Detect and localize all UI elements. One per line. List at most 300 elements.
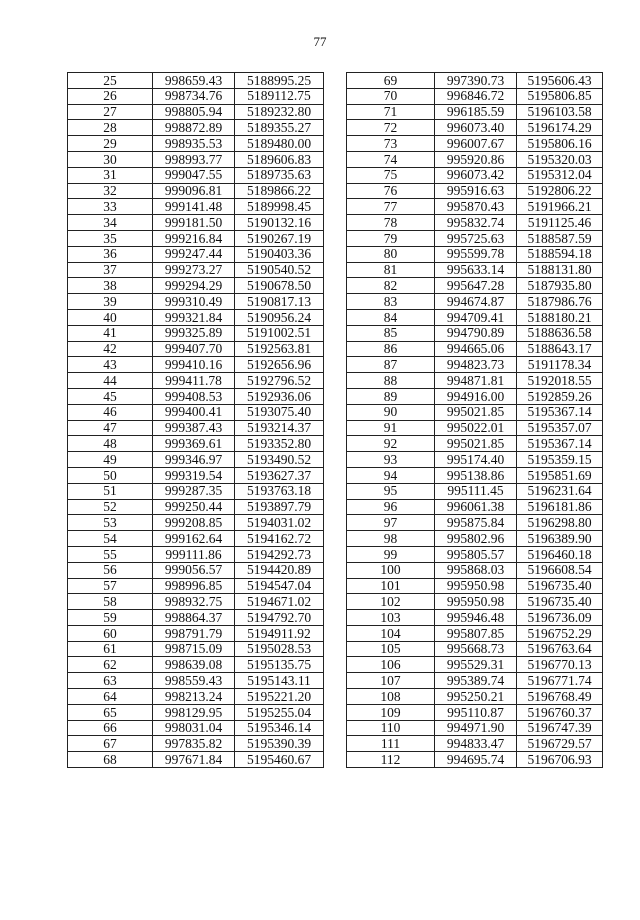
point-number-cell: 34: [68, 215, 153, 231]
x-coordinate-cell: 994871.81: [435, 373, 517, 389]
point-number-cell: 31: [68, 167, 153, 183]
x-coordinate-cell: 999310.49: [153, 294, 235, 310]
table-row: [68, 262, 324, 278]
y-coordinate-cell: 5191966.21: [517, 199, 603, 215]
point-number-cell: 98: [347, 531, 435, 547]
point-number-cell: 108: [347, 689, 435, 705]
table-row: [68, 88, 324, 104]
x-coordinate-cell: 998715.09: [153, 641, 235, 657]
point-number-cell: 93: [347, 452, 435, 468]
x-coordinate-cell: 998659.43: [153, 73, 235, 89]
point-number-cell: 68: [68, 752, 153, 768]
point-number-cell: 105: [347, 641, 435, 657]
y-coordinate-cell: 5196768.49: [517, 689, 603, 705]
table-row: [68, 325, 324, 341]
point-number-cell: 102: [347, 594, 435, 610]
x-coordinate-cell: 995868.03: [435, 562, 517, 578]
x-coordinate-cell: 998031.04: [153, 720, 235, 736]
y-coordinate-cell: 5196460.18: [517, 546, 603, 562]
table-row: [347, 104, 603, 120]
table-row: [68, 594, 324, 610]
point-number-cell: 65: [68, 704, 153, 720]
point-number-cell: 37: [68, 262, 153, 278]
x-coordinate-cell: 994665.06: [435, 341, 517, 357]
point-number-cell: 110: [347, 720, 435, 736]
table-row: [347, 325, 603, 341]
y-coordinate-cell: 5193352.80: [235, 436, 324, 452]
point-number-cell: 63: [68, 673, 153, 689]
table-row: [347, 546, 603, 562]
table-row: [68, 499, 324, 515]
y-coordinate-cell: 5189866.22: [235, 183, 324, 199]
point-number-cell: 104: [347, 625, 435, 641]
y-coordinate-cell: 5188636.58: [517, 325, 603, 341]
point-number-cell: 81: [347, 262, 435, 278]
x-coordinate-cell: 999346.97: [153, 452, 235, 468]
table-row: [347, 278, 603, 294]
point-number-cell: 32: [68, 183, 153, 199]
table-row: [68, 388, 324, 404]
point-number-cell: 83: [347, 294, 435, 310]
table-row: [68, 657, 324, 673]
table-row: [68, 531, 324, 547]
y-coordinate-cell: 5194162.72: [235, 531, 324, 547]
table-row: [68, 610, 324, 626]
point-number-cell: 66: [68, 720, 153, 736]
y-coordinate-cell: 5195606.43: [517, 73, 603, 89]
x-coordinate-cell: 999250.44: [153, 499, 235, 515]
y-coordinate-cell: 5196771.74: [517, 673, 603, 689]
table-row: [347, 373, 603, 389]
table-row: [68, 578, 324, 594]
table-row: [68, 404, 324, 420]
point-number-cell: 72: [347, 120, 435, 136]
y-coordinate-cell: 5190956.24: [235, 309, 324, 325]
table-row: [347, 720, 603, 736]
table-row: [68, 73, 324, 89]
table-row: [68, 436, 324, 452]
x-coordinate-cell: 994833.47: [435, 736, 517, 752]
table-row: [347, 420, 603, 436]
y-coordinate-cell: 5196770.13: [517, 657, 603, 673]
table-row: [347, 215, 603, 231]
x-coordinate-cell: 994823.73: [435, 357, 517, 373]
point-number-cell: 67: [68, 736, 153, 752]
table-row: [68, 246, 324, 262]
y-coordinate-cell: 5195221.20: [235, 689, 324, 705]
table-row: [68, 199, 324, 215]
point-number-cell: 51: [68, 483, 153, 499]
table-row: [347, 88, 603, 104]
y-coordinate-cell: 5192936.06: [235, 388, 324, 404]
y-coordinate-cell: 5196389.90: [517, 531, 603, 547]
x-coordinate-cell: 998734.76: [153, 88, 235, 104]
point-number-cell: 58: [68, 594, 153, 610]
y-coordinate-cell: 5195028.53: [235, 641, 324, 657]
y-coordinate-cell: 5196608.54: [517, 562, 603, 578]
point-number-cell: 55: [68, 546, 153, 562]
y-coordinate-cell: 5195806.16: [517, 136, 603, 152]
x-coordinate-cell: 999056.57: [153, 562, 235, 578]
y-coordinate-cell: 5195359.15: [517, 452, 603, 468]
x-coordinate-cell: 995250.21: [435, 689, 517, 705]
x-coordinate-cell: 995110.87: [435, 704, 517, 720]
x-coordinate-cell: 998864.37: [153, 610, 235, 626]
coordinate-table-left: [67, 72, 324, 768]
y-coordinate-cell: 5190403.36: [235, 246, 324, 262]
point-number-cell: 41: [68, 325, 153, 341]
point-number-cell: 27: [68, 104, 153, 120]
table-row: [68, 278, 324, 294]
table-row: [68, 309, 324, 325]
x-coordinate-cell: 999321.84: [153, 309, 235, 325]
point-number-cell: 73: [347, 136, 435, 152]
table-row: [347, 294, 603, 310]
point-number-cell: 74: [347, 151, 435, 167]
y-coordinate-cell: 5189735.63: [235, 167, 324, 183]
x-coordinate-cell: 999411.78: [153, 373, 235, 389]
point-number-cell: 107: [347, 673, 435, 689]
table-row: [347, 357, 603, 373]
point-number-cell: 97: [347, 515, 435, 531]
y-coordinate-cell: 5193763.18: [235, 483, 324, 499]
table-row: [347, 467, 603, 483]
table-row: [68, 467, 324, 483]
x-coordinate-cell: 999047.55: [153, 167, 235, 183]
x-coordinate-cell: 994790.89: [435, 325, 517, 341]
y-coordinate-cell: 5195312.04: [517, 167, 603, 183]
table-row: [68, 215, 324, 231]
x-coordinate-cell: 995138.86: [435, 467, 517, 483]
y-coordinate-cell: 5194031.02: [235, 515, 324, 531]
table-row: [347, 752, 603, 768]
table-row: [68, 357, 324, 373]
point-number-cell: 56: [68, 562, 153, 578]
table-row: [347, 499, 603, 515]
y-coordinate-cell: 5196174.29: [517, 120, 603, 136]
page-number: 77: [313, 34, 327, 49]
table-row: [347, 309, 603, 325]
point-number-cell: 59: [68, 610, 153, 626]
table-row: [347, 515, 603, 531]
y-coordinate-cell: 5196752.29: [517, 625, 603, 641]
point-number-cell: 50: [68, 467, 153, 483]
x-coordinate-cell: 994674.87: [435, 294, 517, 310]
y-coordinate-cell: 5193627.37: [235, 467, 324, 483]
point-number-cell: 36: [68, 246, 153, 262]
x-coordinate-cell: 999400.41: [153, 404, 235, 420]
x-coordinate-cell: 995647.28: [435, 278, 517, 294]
x-coordinate-cell: 999141.48: [153, 199, 235, 215]
x-coordinate-cell: 998872.89: [153, 120, 235, 136]
point-number-cell: 39: [68, 294, 153, 310]
point-number-cell: 111: [347, 736, 435, 752]
y-coordinate-cell: 5195367.14: [517, 404, 603, 420]
y-coordinate-cell: 5192806.22: [517, 183, 603, 199]
table-row: [68, 120, 324, 136]
table-row: [347, 183, 603, 199]
y-coordinate-cell: 5196706.93: [517, 752, 603, 768]
x-coordinate-cell: 998805.94: [153, 104, 235, 120]
y-coordinate-cell: 5195460.67: [235, 752, 324, 768]
y-coordinate-cell: 5192859.26: [517, 388, 603, 404]
y-coordinate-cell: 5196763.64: [517, 641, 603, 657]
y-coordinate-cell: 5195320.03: [517, 151, 603, 167]
x-coordinate-cell: 998639.08: [153, 657, 235, 673]
point-number-cell: 109: [347, 704, 435, 720]
point-number-cell: 29: [68, 136, 153, 152]
x-coordinate-cell: 995802.96: [435, 531, 517, 547]
table-row: [347, 483, 603, 499]
x-coordinate-cell: 998129.95: [153, 704, 235, 720]
point-number-cell: 40: [68, 309, 153, 325]
y-coordinate-cell: 5195346.14: [235, 720, 324, 736]
point-number-cell: 45: [68, 388, 153, 404]
table-row: [347, 404, 603, 420]
y-coordinate-cell: 5187935.80: [517, 278, 603, 294]
table-row: [347, 262, 603, 278]
y-coordinate-cell: 5195357.07: [517, 420, 603, 436]
table-row: [68, 689, 324, 705]
table-row: [68, 562, 324, 578]
y-coordinate-cell: 5193897.79: [235, 499, 324, 515]
point-number-cell: 78: [347, 215, 435, 231]
x-coordinate-cell: 999216.84: [153, 230, 235, 246]
y-coordinate-cell: 5190267.19: [235, 230, 324, 246]
y-coordinate-cell: 5196298.80: [517, 515, 603, 531]
x-coordinate-cell: 998935.53: [153, 136, 235, 152]
x-coordinate-cell: 999111.86: [153, 546, 235, 562]
y-coordinate-cell: 5188643.17: [517, 341, 603, 357]
y-coordinate-cell: 5188131.80: [517, 262, 603, 278]
point-number-cell: 80: [347, 246, 435, 262]
y-coordinate-cell: 5192018.55: [517, 373, 603, 389]
x-coordinate-cell: 999181.50: [153, 215, 235, 231]
point-number-cell: 87: [347, 357, 435, 373]
table-row: [68, 136, 324, 152]
point-number-cell: 25: [68, 73, 153, 89]
y-coordinate-cell: 5192563.81: [235, 341, 324, 357]
x-coordinate-cell: 997671.84: [153, 752, 235, 768]
table-row: [68, 641, 324, 657]
table-row: [68, 752, 324, 768]
table-row: [347, 657, 603, 673]
table-row: [347, 151, 603, 167]
point-number-cell: 88: [347, 373, 435, 389]
point-number-cell: 90: [347, 404, 435, 420]
x-coordinate-cell: 996073.40: [435, 120, 517, 136]
point-number-cell: 92: [347, 436, 435, 452]
y-coordinate-cell: 5194420.89: [235, 562, 324, 578]
point-number-cell: 43: [68, 357, 153, 373]
y-coordinate-cell: 5196747.39: [517, 720, 603, 736]
point-number-cell: 89: [347, 388, 435, 404]
x-coordinate-cell: 995832.74: [435, 215, 517, 231]
x-coordinate-cell: 996846.72: [435, 88, 517, 104]
table-row: [68, 452, 324, 468]
x-coordinate-cell: 998996.85: [153, 578, 235, 594]
table-row: [68, 167, 324, 183]
x-coordinate-cell: 996007.67: [435, 136, 517, 152]
y-coordinate-cell: 5195143.11: [235, 673, 324, 689]
y-coordinate-cell: 5196231.64: [517, 483, 603, 499]
point-number-cell: 60: [68, 625, 153, 641]
x-coordinate-cell: 995668.73: [435, 641, 517, 657]
table-row: [68, 720, 324, 736]
y-coordinate-cell: 5189112.75: [235, 88, 324, 104]
y-coordinate-cell: 5188180.21: [517, 309, 603, 325]
point-number-cell: 82: [347, 278, 435, 294]
y-coordinate-cell: 5195390.39: [235, 736, 324, 752]
point-number-cell: 42: [68, 341, 153, 357]
table-row: [68, 673, 324, 689]
x-coordinate-cell: 999319.54: [153, 467, 235, 483]
y-coordinate-cell: 5196735.40: [517, 594, 603, 610]
point-number-cell: 86: [347, 341, 435, 357]
y-coordinate-cell: 5190132.16: [235, 215, 324, 231]
point-number-cell: 70: [347, 88, 435, 104]
x-coordinate-cell: 999162.64: [153, 531, 235, 547]
table-row: [68, 151, 324, 167]
table-row: [68, 483, 324, 499]
x-coordinate-cell: 996061.38: [435, 499, 517, 515]
y-coordinate-cell: 5195806.85: [517, 88, 603, 104]
table-row: [347, 610, 603, 626]
table-row: [347, 689, 603, 705]
table-row: [347, 736, 603, 752]
x-coordinate-cell: 994695.74: [435, 752, 517, 768]
table-row: [347, 167, 603, 183]
point-number-cell: 94: [347, 467, 435, 483]
table-row: [347, 436, 603, 452]
table-row: [68, 625, 324, 641]
x-coordinate-cell: 995807.85: [435, 625, 517, 641]
table-row: [347, 452, 603, 468]
y-coordinate-cell: 5194792.70: [235, 610, 324, 626]
x-coordinate-cell: 996185.59: [435, 104, 517, 120]
y-coordinate-cell: 5189355.27: [235, 120, 324, 136]
table-row: [347, 230, 603, 246]
point-number-cell: 76: [347, 183, 435, 199]
y-coordinate-cell: 5190817.13: [235, 294, 324, 310]
x-coordinate-cell: 996073.42: [435, 167, 517, 183]
x-coordinate-cell: 995529.31: [435, 657, 517, 673]
table-row: [347, 625, 603, 641]
point-number-cell: 35: [68, 230, 153, 246]
point-number-cell: 44: [68, 373, 153, 389]
x-coordinate-cell: 995111.45: [435, 483, 517, 499]
x-coordinate-cell: 999287.35: [153, 483, 235, 499]
point-number-cell: 112: [347, 752, 435, 768]
coordinate-table-right: [346, 72, 603, 768]
y-coordinate-cell: 5196736.09: [517, 610, 603, 626]
point-number-cell: 33: [68, 199, 153, 215]
point-number-cell: 84: [347, 309, 435, 325]
table-row: [68, 341, 324, 357]
x-coordinate-cell: 998791.79: [153, 625, 235, 641]
point-number-cell: 103: [347, 610, 435, 626]
table-row: [347, 673, 603, 689]
x-coordinate-cell: 994971.90: [435, 720, 517, 736]
table-row: [347, 73, 603, 89]
y-coordinate-cell: 5194671.02: [235, 594, 324, 610]
point-number-cell: 61: [68, 641, 153, 657]
point-number-cell: 30: [68, 151, 153, 167]
y-coordinate-cell: 5189606.83: [235, 151, 324, 167]
y-coordinate-cell: 5189232.80: [235, 104, 324, 120]
x-coordinate-cell: 995916.63: [435, 183, 517, 199]
x-coordinate-cell: 995389.74: [435, 673, 517, 689]
point-number-cell: 48: [68, 436, 153, 452]
x-coordinate-cell: 995946.48: [435, 610, 517, 626]
y-coordinate-cell: 5194547.04: [235, 578, 324, 594]
table-row: [68, 294, 324, 310]
point-number-cell: 49: [68, 452, 153, 468]
x-coordinate-cell: 995920.86: [435, 151, 517, 167]
x-coordinate-cell: 995022.01: [435, 420, 517, 436]
y-coordinate-cell: 5188995.25: [235, 73, 324, 89]
y-coordinate-cell: 5195367.14: [517, 436, 603, 452]
x-coordinate-cell: 997390.73: [435, 73, 517, 89]
y-coordinate-cell: 5192656.96: [235, 357, 324, 373]
y-coordinate-cell: 5195255.04: [235, 704, 324, 720]
y-coordinate-cell: 5192796.52: [235, 373, 324, 389]
x-coordinate-cell: 998213.24: [153, 689, 235, 705]
point-number-cell: 99: [347, 546, 435, 562]
point-number-cell: 62: [68, 657, 153, 673]
y-coordinate-cell: 5190540.52: [235, 262, 324, 278]
x-coordinate-cell: 995021.85: [435, 436, 517, 452]
table-row: [347, 594, 603, 610]
x-coordinate-cell: 999096.81: [153, 183, 235, 199]
point-number-cell: 64: [68, 689, 153, 705]
point-number-cell: 52: [68, 499, 153, 515]
point-number-cell: 100: [347, 562, 435, 578]
table-row: [347, 578, 603, 594]
point-number-cell: 69: [347, 73, 435, 89]
y-coordinate-cell: 5189480.00: [235, 136, 324, 152]
x-coordinate-cell: 999247.44: [153, 246, 235, 262]
point-number-cell: 79: [347, 230, 435, 246]
y-coordinate-cell: 5196735.40: [517, 578, 603, 594]
point-number-cell: 85: [347, 325, 435, 341]
table-row: [68, 230, 324, 246]
x-coordinate-cell: 995633.14: [435, 262, 517, 278]
point-number-cell: 53: [68, 515, 153, 531]
x-coordinate-cell: 998559.43: [153, 673, 235, 689]
x-coordinate-cell: 994916.00: [435, 388, 517, 404]
y-coordinate-cell: 5188594.18: [517, 246, 603, 262]
table-row: [347, 704, 603, 720]
table-row: [347, 531, 603, 547]
point-number-cell: 91: [347, 420, 435, 436]
point-number-cell: 77: [347, 199, 435, 215]
x-coordinate-cell: 997835.82: [153, 736, 235, 752]
y-coordinate-cell: 5195135.75: [235, 657, 324, 673]
x-coordinate-cell: 995950.98: [435, 578, 517, 594]
point-number-cell: 101: [347, 578, 435, 594]
point-number-cell: 75: [347, 167, 435, 183]
x-coordinate-cell: 999208.85: [153, 515, 235, 531]
table-row: [347, 562, 603, 578]
x-coordinate-cell: 999369.61: [153, 436, 235, 452]
x-coordinate-cell: 999294.29: [153, 278, 235, 294]
y-coordinate-cell: 5188587.59: [517, 230, 603, 246]
x-coordinate-cell: 995805.57: [435, 546, 517, 562]
y-coordinate-cell: 5196729.57: [517, 736, 603, 752]
table-row: [347, 136, 603, 152]
x-coordinate-cell: 995599.78: [435, 246, 517, 262]
